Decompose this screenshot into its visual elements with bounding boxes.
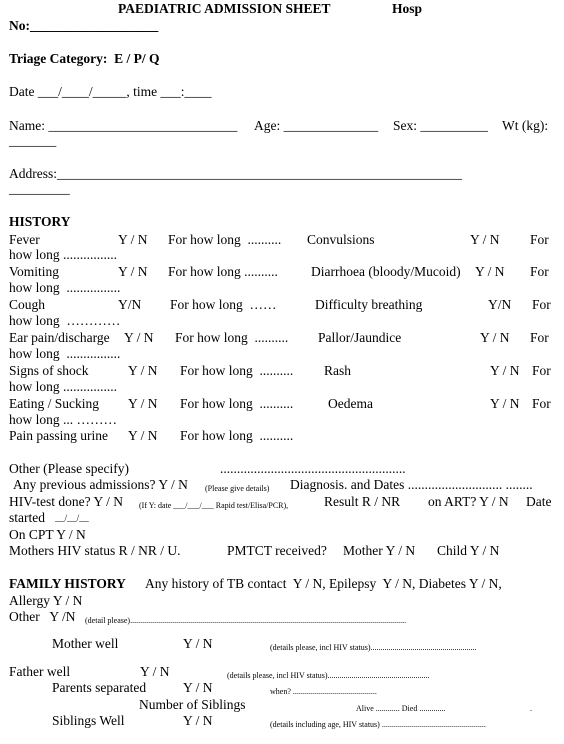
pmtct-mother-field[interactable]: Mother Y / N xyxy=(343,543,416,558)
history-item-label: Pallor/Jaundice xyxy=(318,330,402,345)
siblings-end-mark: . xyxy=(530,704,532,713)
family-history-heading: FAMILY HISTORY xyxy=(9,576,126,591)
family-conditions-field[interactable]: Any history of TB contact Y / N, Epilepsy Y / N, Diabetes Y / N, xyxy=(145,576,502,591)
art-date-label: Date xyxy=(526,494,552,509)
history-item-duration-continuation[interactable]: how long ................ xyxy=(9,280,121,295)
history-item-yn[interactable]: Y / N xyxy=(480,330,510,345)
triage-category[interactable]: Triage Category: E / P/ Q xyxy=(9,51,160,66)
history-item-yn[interactable]: Y / N xyxy=(490,396,520,411)
siblings-alive-died-field[interactable]: Alive ............ Died ............. xyxy=(356,704,446,713)
history-item-duration[interactable]: For xyxy=(530,232,549,247)
father-well-details[interactable]: (details please, incl HIV status)................................................... xyxy=(227,671,430,680)
history-item-yn[interactable]: Y / N xyxy=(128,363,158,378)
history-item-duration[interactable]: For how long .......... xyxy=(168,232,282,247)
other-history-label: Other (Please specify) xyxy=(9,461,129,476)
history-item-label: Cough xyxy=(9,297,46,312)
mother-well-label: Mother well xyxy=(52,636,119,651)
history-item-label: Eating / Sucking xyxy=(9,396,99,411)
address-field[interactable]: Address:____________________________________________________________ xyxy=(9,166,462,181)
history-item-label: Rash xyxy=(324,363,351,378)
hiv-test-note[interactable]: (If Y: date ___/___/___ Rapid test/Elisa/PCR), xyxy=(139,501,289,510)
weight-field[interactable]: Wt (kg): xyxy=(502,118,549,133)
number-of-siblings-label: Number of Siblings xyxy=(139,697,246,712)
parents-separated-field[interactable]: Y / N xyxy=(183,680,213,695)
history-item-yn[interactable]: Y / N xyxy=(124,330,154,345)
father-well-field[interactable]: Y / N xyxy=(140,664,170,679)
history-item-duration[interactable]: For how long …… xyxy=(170,297,277,312)
history-item-duration[interactable]: For xyxy=(530,264,549,279)
mother-well-details[interactable]: (details please, incl HIV status)..................................................... xyxy=(270,643,477,652)
history-item-yn[interactable]: Y / N xyxy=(118,264,148,279)
history-item-yn[interactable]: Y / N xyxy=(470,232,500,247)
history-item-label: Signs of shock xyxy=(9,363,89,378)
history-item-label: Fever xyxy=(9,232,40,247)
hiv-result-field[interactable]: Result R / NR xyxy=(324,494,401,509)
history-item-duration-continuation[interactable]: how long ………… xyxy=(9,313,121,328)
history-item-yn[interactable]: Y/N xyxy=(118,297,142,312)
family-other-field[interactable]: Other Y /N xyxy=(9,609,76,624)
hiv-test-field[interactable]: HIV-test done? Y / N xyxy=(9,494,123,509)
age-field[interactable]: Age: ______________ xyxy=(254,118,379,133)
history-item-duration[interactable]: For how long .......... xyxy=(168,264,278,279)
mothers-hiv-status-field[interactable]: Mothers HIV status R / NR / U. xyxy=(9,543,181,558)
parents-separated-label: Parents separated xyxy=(52,680,147,695)
on-cpt-field[interactable]: On CPT Y / N xyxy=(9,527,86,542)
pmtct-child-field[interactable]: Child Y / N xyxy=(437,543,500,558)
siblings-well-details[interactable]: (details including age, HIV status) .................................................... xyxy=(270,720,486,729)
history-item-duration-continuation[interactable]: how long ................ xyxy=(9,247,117,262)
history-item-duration[interactable]: For how long .......... xyxy=(180,428,294,443)
history-item-yn[interactable]: Y / N xyxy=(118,232,148,247)
history-item-label: Diarrhoea (bloody/Mucoid) xyxy=(311,264,461,279)
address-field-continuation[interactable]: _________ xyxy=(9,181,70,196)
history-item-yn[interactable]: Y / N xyxy=(490,363,520,378)
history-heading: HISTORY xyxy=(9,214,71,229)
hospital-label: Hosp xyxy=(392,1,423,16)
history-item-duration[interactable]: For xyxy=(532,396,551,411)
other-history-field[interactable]: ....................................................... xyxy=(220,461,406,476)
on-art-field[interactable]: on ART? Y / N xyxy=(428,494,509,509)
page-title: PAEDIATRIC ADMISSION SHEET xyxy=(118,1,331,16)
history-item-label: Convulsions xyxy=(307,232,375,247)
history-item-duration[interactable]: For xyxy=(530,330,549,345)
history-item-duration[interactable]: For how long .......... xyxy=(180,396,294,411)
admission-number-field[interactable]: No:___________________ xyxy=(9,18,159,33)
history-item-yn[interactable]: Y/N xyxy=(488,297,512,312)
art-started-date-field[interactable]: __/__/__ xyxy=(55,514,89,524)
art-started-label: started xyxy=(9,510,45,525)
previous-admissions-diagnosis[interactable]: Diagnosis. and Dates ............................ ........ xyxy=(290,477,533,492)
siblings-well-label: Siblings Well xyxy=(52,713,125,728)
history-item-duration[interactable]: For how long .......... xyxy=(180,363,294,378)
mother-well-field[interactable]: Y / N xyxy=(183,636,213,651)
history-item-yn[interactable]: Y / N xyxy=(475,264,505,279)
history-item-label: Pain passing urine xyxy=(9,428,108,443)
history-item-duration[interactable]: For how long .......... xyxy=(175,330,289,345)
history-item-yn[interactable]: Y / N xyxy=(128,396,158,411)
sex-field[interactable]: Sex: __________ xyxy=(393,118,488,133)
parents-separated-when[interactable]: when? .......................................... xyxy=(270,687,377,696)
history-item-duration[interactable]: For xyxy=(532,297,551,312)
history-item-label: Ear pain/discharge xyxy=(9,330,110,345)
pmtct-label: PMTCT received? xyxy=(227,543,327,558)
allergy-field[interactable]: Allergy Y / N xyxy=(9,593,83,608)
weight-field-continuation[interactable]: _______ xyxy=(9,133,57,148)
previous-admissions-note: (Please give details) xyxy=(205,484,270,493)
history-item-duration-continuation[interactable]: how long ................ xyxy=(9,346,121,361)
father-well-label: Father well xyxy=(9,664,71,679)
history-item-duration[interactable]: For xyxy=(532,363,551,378)
previous-admissions-field[interactable]: Any previous admissions? Y / N xyxy=(13,477,188,492)
history-item-duration-continuation[interactable]: how long ................ xyxy=(9,379,117,394)
name-field[interactable]: Name: ____________________________ xyxy=(9,118,238,133)
history-item-label: Vomiting xyxy=(9,264,60,279)
siblings-well-field[interactable]: Y / N xyxy=(183,713,213,728)
history-item-duration-continuation[interactable]: how long ... ……… xyxy=(9,412,117,427)
date-time-field[interactable]: Date ___/____/_____, time ___:____ xyxy=(9,84,212,99)
family-other-details[interactable]: (detail please).......................................................................................................................................... xyxy=(85,616,407,625)
history-item-yn[interactable]: Y / N xyxy=(128,428,158,443)
history-item-label: Difficulty breathing xyxy=(315,297,423,312)
history-item-label: Oedema xyxy=(328,396,373,411)
